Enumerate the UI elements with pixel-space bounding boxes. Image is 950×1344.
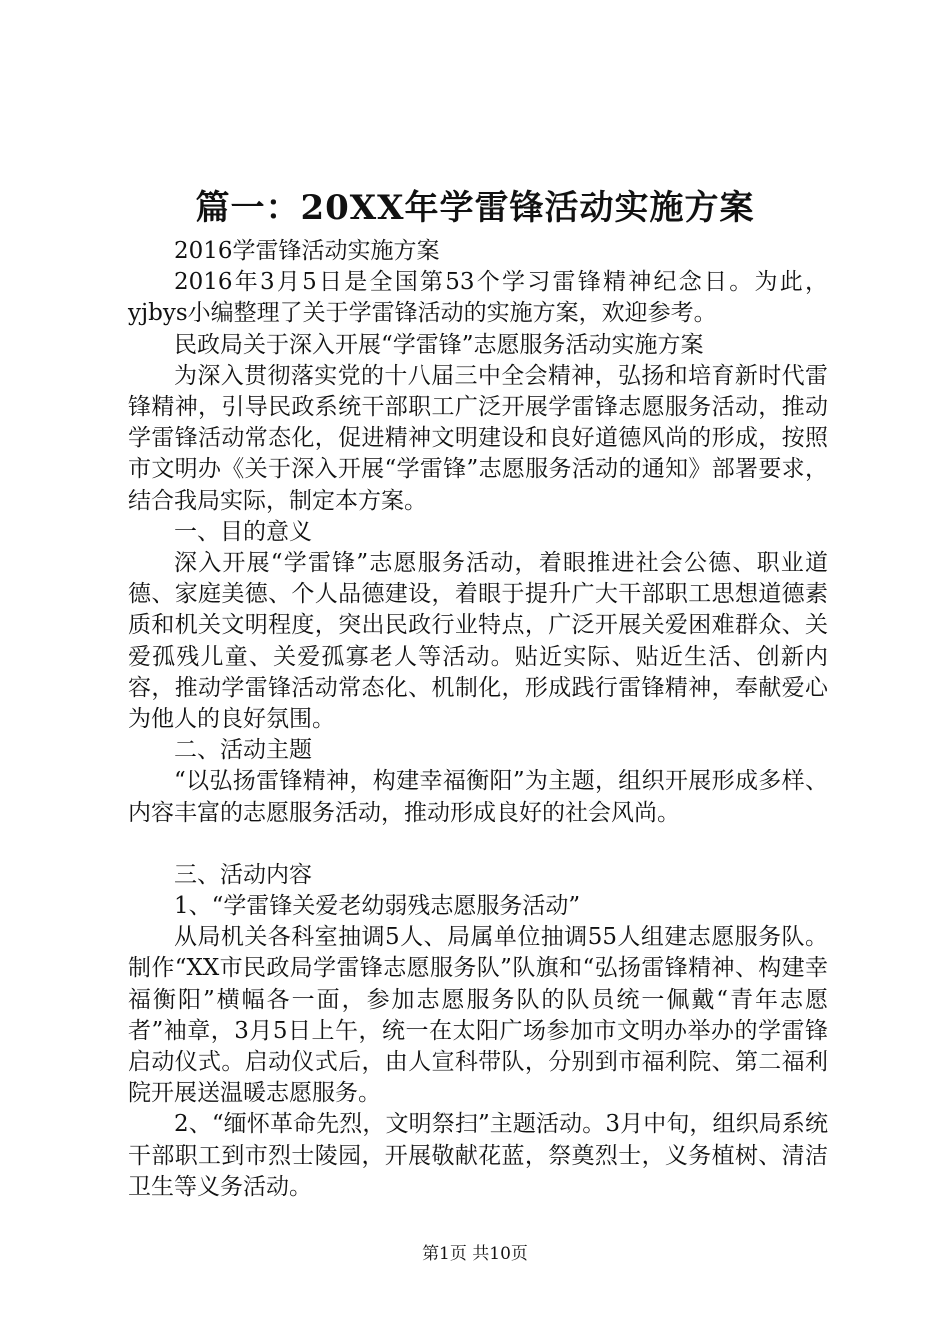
paragraph: 2016年3月5日是全国第53个学习雷锋精神纪念日。为此，yjbys小编整理了关于学雷锋活动的实施方案，欢迎参考。 [128,269,828,327]
paragraph: 2016学雷锋活动实施方案 [174,238,440,264]
paragraph: 2、“缅怀革命先烈，文明祭扫”主题活动。3月中旬，组织局系统干部职工到市烈士陵园，开展敬献花蓝，祭奠烈士，义务植树、清洁卫生等义务活动。 [128,1111,828,1200]
section-heading: 三、活动内容 [174,861,312,888]
paragraph: 为深入贯彻落实党的十八届三中全会精神，弘扬和培育新时代雷锋精神，引导民政系统干部职工广泛开展学雷锋志愿服务活动，推动学雷锋活动常态化，促进精神文明建设和良好道德风尚的形成，按照市文明办《关于深入开展“学雷锋”志愿服务活动的通知》部署要求，结合我局实际，制定本方案。 [128,362,828,514]
document-title: 篇一：20XX年学雷锋活动实施方案 [195,188,755,228]
paragraph: 民政局关于深入开展“学雷锋”志愿服务活动实施方案 [174,331,704,358]
section-heading: 一、目的意义 [174,518,312,545]
document-body [128,236,828,1203]
paragraph: 从局机关各科室抽调5人、局属单位抽调55人组建志愿服务队。制作“XX市民政局学雷锋志愿服务队”队旗和“弘扬雷锋精神、构建幸福衡阳”横幅各一面，参加志愿服务队的队员统一佩戴“青年志愿者”袖章，3月5日上午，统一在太阳广场参加市文明办举办的学雷锋启动仪式。启动仪式后，由人宣科带队，分别到市福利院、第二福利院开展送温暖志愿服务。 [128,924,828,1107]
paragraph: 1、“学雷锋关爱老幼弱残志愿服务活动” [174,893,581,920]
section-heading: 二、活动主题 [174,737,312,764]
paragraph: 深入开展“学雷锋”志愿服务活动，着眼推进社会公德、职业道德、家庭美德、个人品德建设，着眼于提升广大干部职工思想道德素质和机关文明程度，突出民政行业特点，广泛开展关爱困难群众、关爱孤残儿童、关爱孤寡老人等活动。贴近实际、贴近生活、创新内容，推动学雷锋活动常态化、机制化，形成践行雷锋精神，奉献爱心为他人的良好氛围。 [128,550,828,733]
page-number-footer: 第1页 共10页 [422,1244,528,1264]
paragraph: “以弘扬雷锋精神，构建幸福衡阳”为主题，组织开展形成多样、内容丰富的志愿服务活动，推动形成良好的社会风尚。 [128,768,828,826]
